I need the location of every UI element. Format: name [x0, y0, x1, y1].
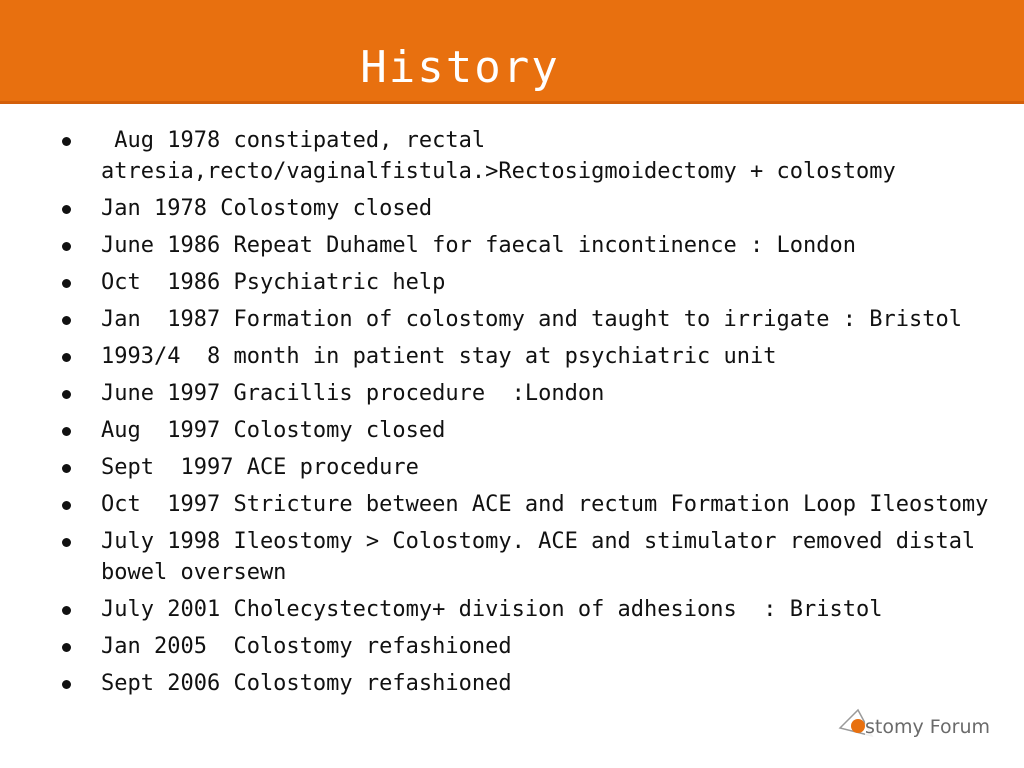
bullet-dot-icon	[62, 643, 71, 652]
bullet-dot-icon	[62, 205, 71, 214]
bullet-item	[0, 304, 1024, 335]
bullet-text: Oct 1997 Stricture between ACE and rectum Formation Loop Ileostomy	[101, 492, 989, 517]
bullet-dot-icon	[62, 316, 71, 325]
bullet-text: Sept 1997 ACE procedure	[101, 455, 419, 480]
bullet-dot-icon	[62, 606, 71, 615]
bullet-text: June 1986 Repeat Duhamel for faecal incontinence : London	[101, 233, 856, 258]
bullet-item	[0, 415, 1024, 446]
bullet-item	[0, 230, 1024, 261]
bullet-dot-icon	[62, 353, 71, 362]
bullet-item	[0, 668, 1024, 699]
bullet-item	[0, 341, 1024, 372]
bullet-text: Sept 2006 Colostomy refashioned	[101, 671, 512, 696]
bullet-dot-icon	[62, 464, 71, 473]
bullet-item	[0, 125, 1024, 187]
bullet-item	[0, 526, 1024, 588]
bullet-text: Aug 1978 constipated, rectal atresia,recto/vaginalfistula.>Rectosigmoidectomy + colostomy	[101, 128, 896, 184]
bullet-item	[0, 267, 1024, 298]
ostomy-forum-logo	[838, 706, 998, 746]
bullet-text: 1993/4 8 month in patient stay at psychiatric unit	[101, 344, 777, 369]
slide-title: History	[360, 42, 560, 93]
bullet-item	[0, 452, 1024, 483]
history-bullet-list	[0, 125, 1024, 705]
bullet-dot-icon	[62, 279, 71, 288]
bullet-item	[0, 193, 1024, 224]
bullet-item	[0, 631, 1024, 662]
bullet-dot-icon	[62, 680, 71, 689]
bullet-text: Jan 1978 Colostomy closed	[101, 196, 433, 221]
bullet-dot-icon	[62, 538, 71, 547]
bullet-item	[0, 489, 1024, 520]
bullet-text: Oct 1986 Psychiatric help	[101, 270, 446, 295]
logo-text: stomy Forum	[865, 715, 994, 739]
bullet-dot-icon	[62, 137, 71, 146]
bullet-item	[0, 594, 1024, 625]
bullet-dot-icon	[62, 427, 71, 436]
bullet-dot-icon	[62, 501, 71, 510]
bullet-dot-icon	[62, 390, 71, 399]
bullet-text: July 1998 Ileostomy > Colostomy. ACE and stimulator removed distal bowel oversewn	[101, 529, 989, 585]
bullet-text: Aug 1997 Colostomy closed	[101, 418, 446, 443]
bullet-item	[0, 378, 1024, 409]
title-bar	[0, 0, 1024, 104]
bullet-text: July 2001 Cholecystectomy+ division of adhesions : Bristol	[101, 597, 883, 622]
bullet-dot-icon	[62, 242, 71, 251]
bullet-text: Jan 1987 Formation of colostomy and taught to irrigate : Bristol	[101, 307, 962, 332]
bullet-text: June 1997 Gracillis procedure :London	[101, 381, 605, 406]
bullet-text: Jan 2005 Colostomy refashioned	[101, 634, 512, 659]
